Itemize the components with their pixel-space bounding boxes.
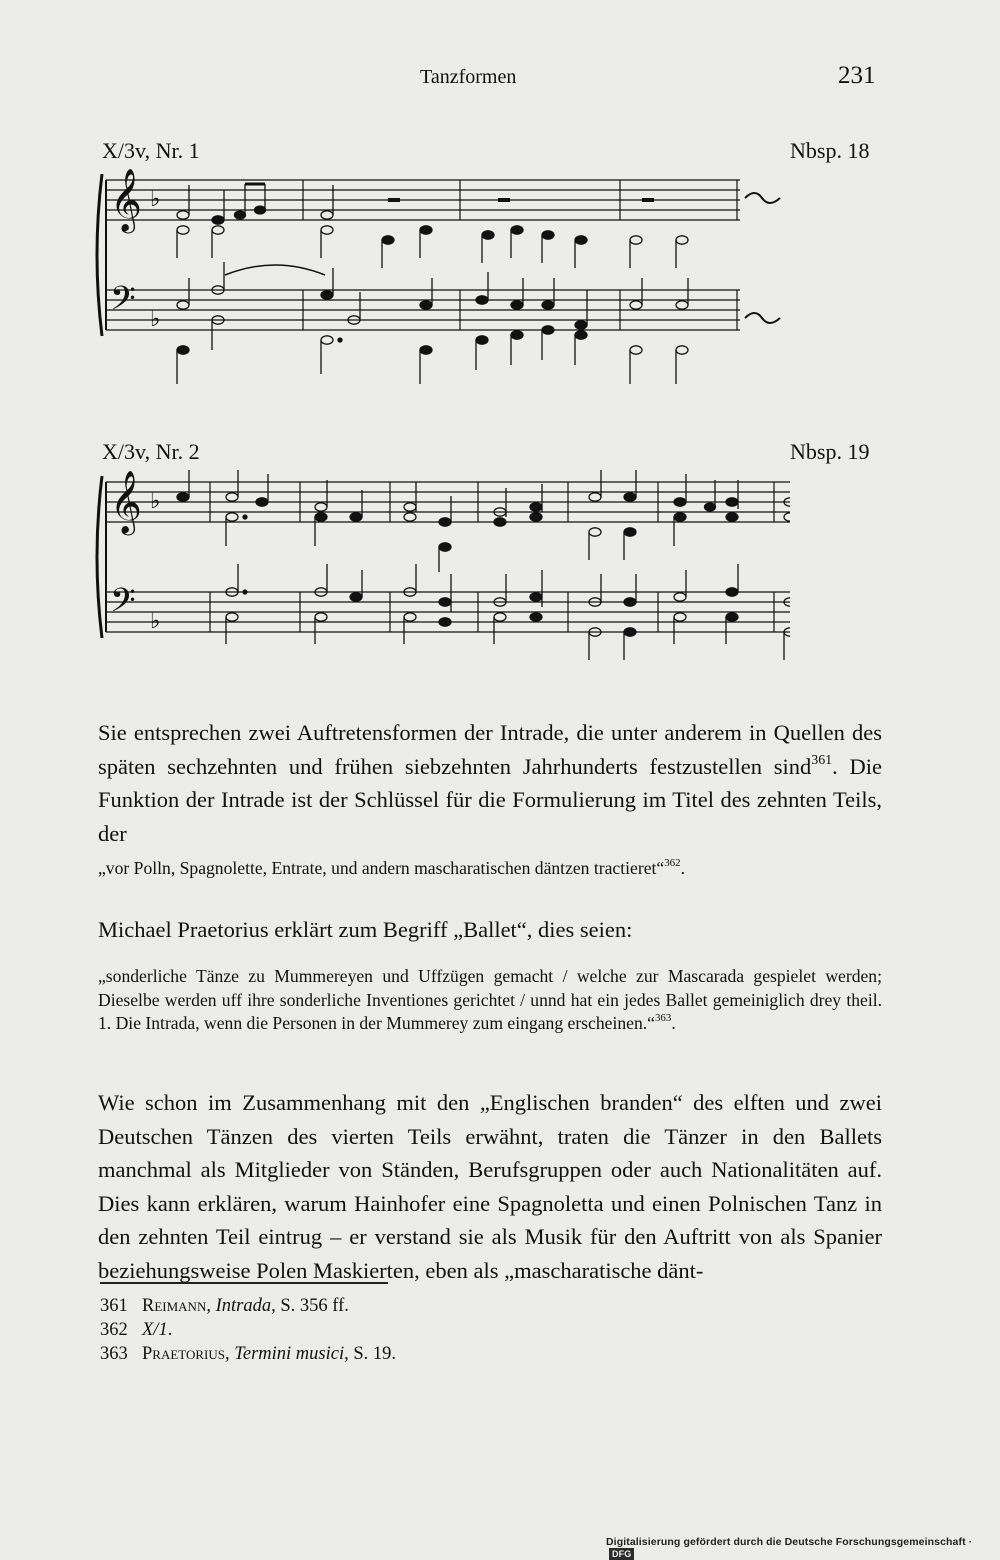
quote-2-text: „sonderliche Tänze zu Mummereyen und Uffzügen gemacht / welche zur Mascarada gespielet werden; Dieselbe werden uff ihre sonderliche Inventiones gerichtet / unnd hat ein jedes Ballet gemeiniglich drey theil. 1. Die Intrada, wenn die Personen in der Mummerey zum eingang erscheinen.“ — [98, 966, 882, 1033]
quote-1-tail: . — [680, 858, 685, 878]
footnote-title: X/1 — [142, 1320, 168, 1340]
music-example-2 — [90, 462, 790, 682]
paragraph-1 — [98, 716, 882, 850]
flat-key-signature-icon: ♭ — [150, 608, 161, 633]
example-2-staves — [106, 482, 790, 632]
footnote-361: 361 Reimann, Intrada, S. 356 ff. — [100, 1296, 349, 1316]
footnote-number: 362 — [100, 1320, 128, 1340]
running-head — [0, 62, 1000, 96]
bass-clef-icon: 𝄢 — [110, 582, 136, 628]
example-2-label: Nbsp. 19 — [790, 439, 870, 464]
example-1-source: X/3v, Nr. 1 — [102, 138, 200, 163]
flat-key-signature-icon: ♭ — [150, 186, 161, 211]
dfg-logo: DFG — [609, 1548, 634, 1560]
example-1-notes — [177, 184, 688, 384]
footnote-divider — [100, 1282, 388, 1284]
footnote-pages: . — [167, 1320, 173, 1340]
paragraph-2: Michael Praetorius erklärt zum Begriff „Ballet“, dies seien: — [98, 917, 633, 942]
paragraph-1-text: Sie entsprechen zwei Auftretensformen der Intrade, die unter anderem in Quellen des späten sechzehnten und frühen siebzehnten Jahrhunderts festzustellen sind — [98, 720, 882, 779]
music-example-1 — [90, 160, 790, 400]
treble-clef-icon: 𝄞 — [110, 168, 142, 231]
footnote-title: Intrada — [215, 1296, 272, 1316]
flat-key-signature-icon: ♭ — [150, 306, 161, 331]
running-title: Tanzformen — [420, 66, 517, 88]
footnote-ref-361[interactable]: 361 — [811, 752, 833, 768]
funding-note-text: Digitalisierung gefördert durch die Deutsche Forschungsgemeinschaft · — [606, 1536, 973, 1548]
footnote-number: 363 — [100, 1344, 128, 1364]
quote-2-tail: . — [671, 1013, 676, 1033]
block-quote-1 — [98, 857, 882, 881]
flat-key-signature-icon: ♭ — [150, 488, 161, 513]
block-quote-2 — [98, 965, 882, 1036]
funding-note — [606, 1536, 1000, 1560]
footnote-ref-362[interactable]: 362 — [664, 857, 681, 870]
example-2-source: X/3v, Nr. 2 — [102, 439, 200, 464]
paragraph-3: Wie schon im Zusammenhang mit den „Englischen branden“ des elften und zwei Deutschen Tänzen des vierten Teils erwähnt, traten die Tänzer in den Ballets manchmal als Mitglieder von Ständen, Berufsgruppen oder auch Nationalitäten auf. Dies kann erklären, warum Hainhofer eine Spagnoletta und einen Polnischen Tanz in den zehnten Teil eintrug – er verstand sie als Musik für den Auftritt von als Spanier beziehungsweise Polen Maskierten, eben als „mascharatische dänt- — [98, 1090, 882, 1283]
footnote-author: Praetorius — [142, 1344, 226, 1364]
footnote-title: Termini musici — [234, 1344, 345, 1364]
quote-1-text: „vor Polln, Spagnolette, Entrate, und andern mascharatischen däntzen tractieret“ — [98, 858, 665, 878]
treble-clef-icon: 𝄞 — [110, 470, 142, 533]
footnote-ref-363[interactable]: 363 — [654, 1012, 672, 1025]
footnote-pages: , S. 356 ff. — [271, 1296, 349, 1316]
page-number: 231 — [838, 62, 876, 89]
footnote-362 — [100, 1318, 172, 1342]
footnote-pages: , S. 19. — [344, 1344, 397, 1364]
footnote-363: 363 Praetorius, Termini musici, S. 19. — [100, 1344, 397, 1364]
footnote-number: 361 — [100, 1296, 128, 1316]
footnote-author: Reimann — [142, 1296, 207, 1316]
bass-clef-icon: 𝄢 — [110, 280, 136, 326]
example-1-label: Nbsp. 18 — [790, 138, 870, 163]
paragraph-1-continuation: . Die Funktion der Intrade ist der Schlüssel für die Formulierung im Titel des zehnten Teils, der — [98, 753, 882, 846]
